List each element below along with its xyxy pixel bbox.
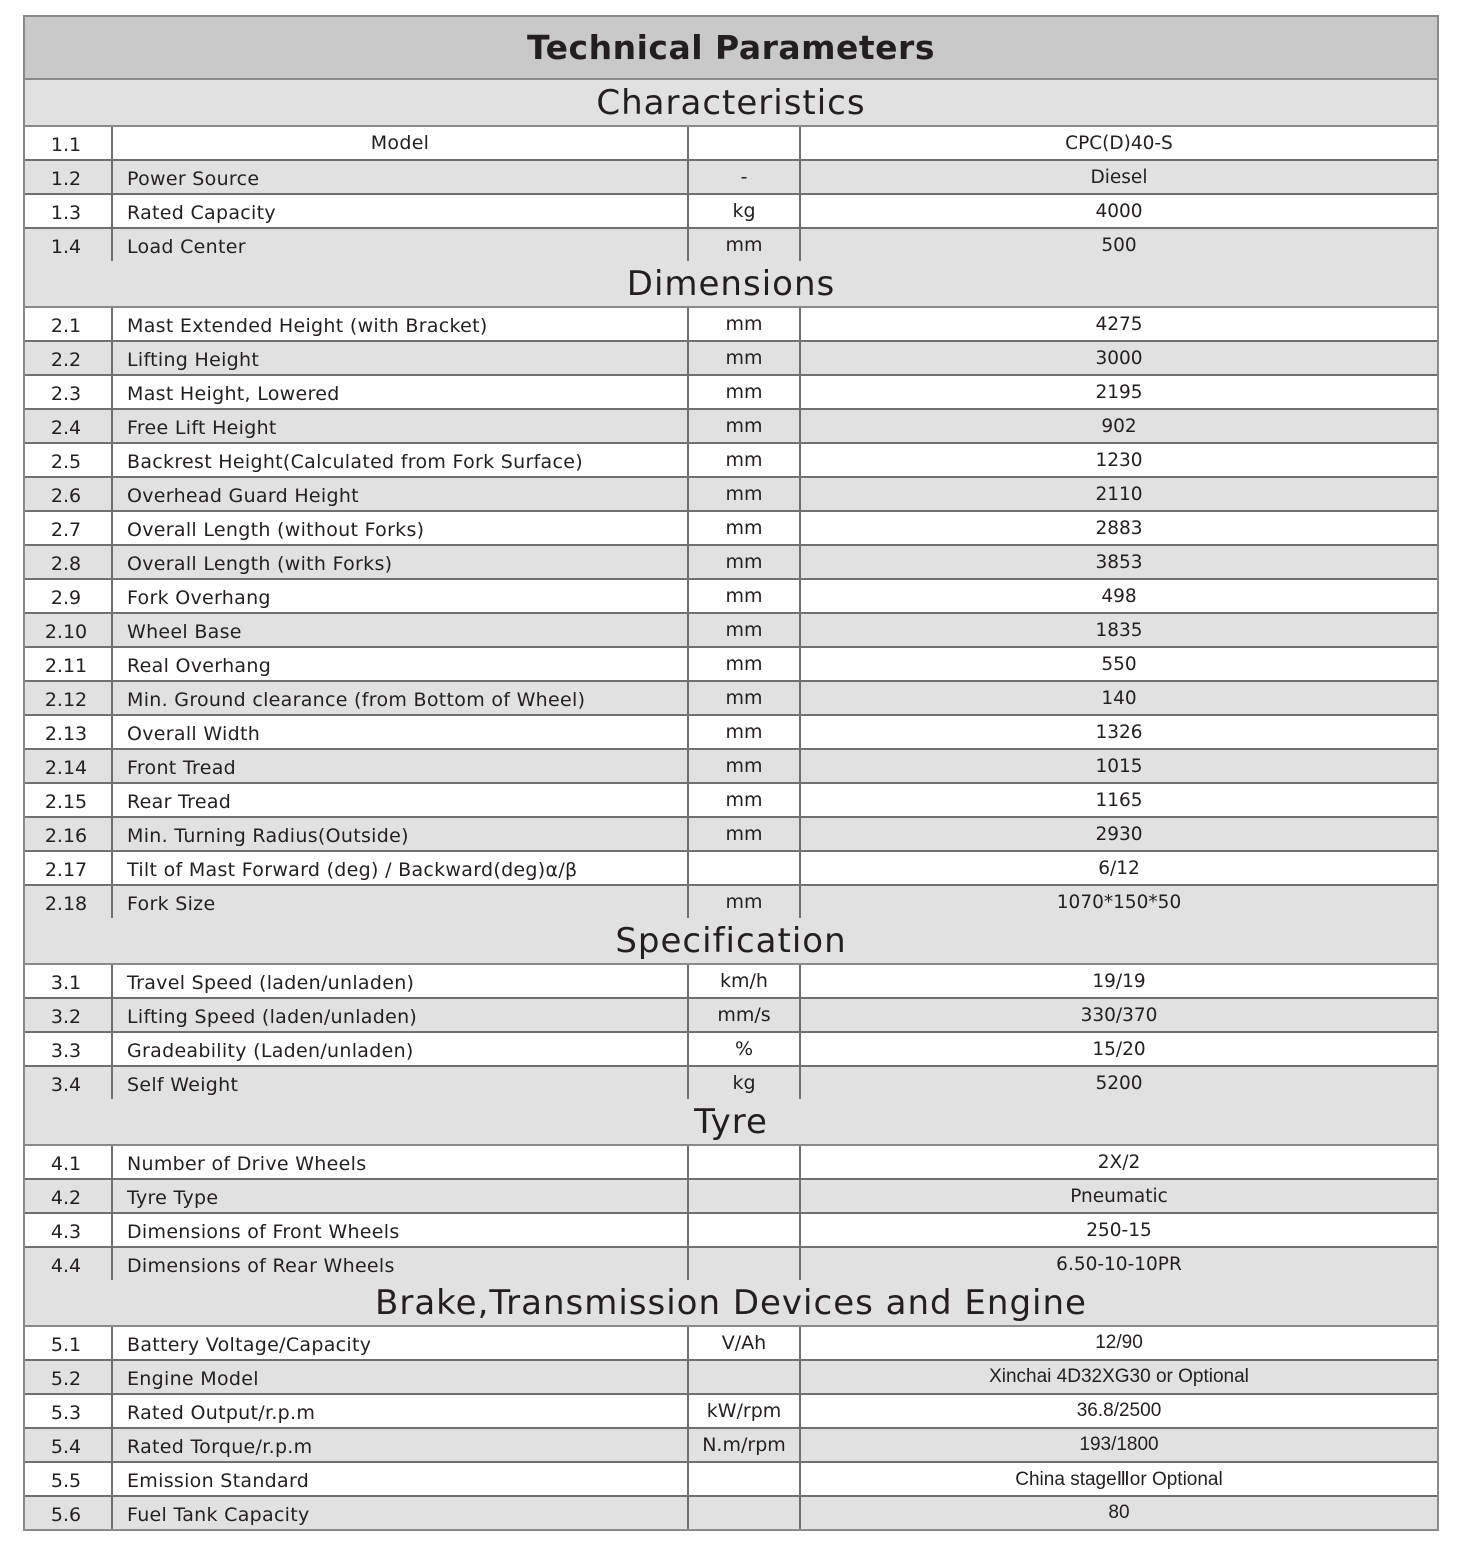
- unit: mm: [689, 546, 801, 578]
- unit: N.m/rpm: [689, 1429, 801, 1461]
- unit: mm: [689, 342, 801, 374]
- unit: %: [689, 1033, 801, 1065]
- parameter-value: 3000: [1095, 347, 1143, 369]
- unit: mm: [689, 478, 801, 510]
- table-row: [25, 1327, 1437, 1361]
- parameter-value: Xinchai 4D32XG30 or Optional: [989, 1366, 1249, 1387]
- table-row: [25, 818, 1437, 852]
- table-row: [25, 229, 1437, 261]
- unit: kW/rpm: [689, 1395, 801, 1427]
- row-number: 2.6: [25, 478, 113, 510]
- table-row: [25, 1361, 1437, 1395]
- parameter-name: Rated Capacity: [113, 195, 689, 227]
- parameter-name: Engine Model: [113, 1361, 689, 1393]
- parameter-value: 500: [1101, 234, 1137, 256]
- parameter-value: 1165: [1095, 789, 1143, 811]
- parameter-name: Mast Height, Lowered: [113, 376, 689, 408]
- row-number: 2.1: [25, 308, 113, 340]
- row-number: 2.13: [25, 716, 113, 748]
- table-row: [25, 1395, 1437, 1429]
- parameter-name: Power Source: [113, 161, 689, 193]
- parameter-name: Overall Length (without Forks): [113, 512, 689, 544]
- parameter-value: 2883: [1095, 517, 1143, 539]
- unit: mm: [689, 512, 801, 544]
- parameter-value: CPC(D)40-S: [1065, 132, 1173, 154]
- unit: [689, 1146, 801, 1178]
- parameter-name: Model: [113, 127, 689, 159]
- parameter-name: Tilt of Mast Forward (deg) / Backward(deg)α/β: [113, 852, 689, 884]
- table-row: [25, 410, 1437, 444]
- unit: [689, 1361, 801, 1393]
- table-row: [25, 376, 1437, 410]
- row-number: 2.10: [25, 614, 113, 646]
- parameter-value: 1015: [1095, 755, 1143, 777]
- parameter-name: Real Overhang: [113, 648, 689, 680]
- section-header: Characteristics: [25, 80, 1437, 127]
- unit: mm/s: [689, 999, 801, 1031]
- parameter-name: Mast Extended Height (with Bracket): [113, 308, 689, 340]
- row-number: 5.6: [25, 1497, 113, 1529]
- section-characteristics: [25, 80, 1437, 261]
- parameter-value: 1230: [1095, 449, 1143, 471]
- section-header: Tyre: [25, 1099, 1437, 1146]
- table-row: [25, 580, 1437, 614]
- row-number: 2.17: [25, 852, 113, 884]
- table-row: [25, 1214, 1437, 1248]
- section-header: Specification: [25, 918, 1437, 965]
- row-number: 5.4: [25, 1429, 113, 1461]
- row-number: 2.16: [25, 818, 113, 850]
- table-row: [25, 1180, 1437, 1214]
- table-row: [25, 648, 1437, 682]
- section-tyre: [25, 1099, 1437, 1280]
- table-row: [25, 965, 1437, 999]
- row-number: 5.1: [25, 1327, 113, 1359]
- parameter-value: 498: [1101, 585, 1137, 607]
- technical-parameters-table: [23, 15, 1439, 1531]
- row-number: 2.12: [25, 682, 113, 714]
- parameter-name: Overall Width: [113, 716, 689, 748]
- parameter-value: 3853: [1095, 551, 1143, 573]
- parameter-value: 6/12: [1098, 857, 1140, 879]
- table-row: [25, 784, 1437, 818]
- parameter-value: 2930: [1095, 823, 1143, 845]
- unit: [689, 1180, 801, 1212]
- parameter-value: 140: [1101, 687, 1137, 709]
- parameter-name: Front Tread: [113, 750, 689, 782]
- parameter-name: Min. Turning Radius(Outside): [113, 818, 689, 850]
- parameter-name: Fork Size: [113, 886, 689, 918]
- table-row: [25, 478, 1437, 512]
- section-specification: [25, 918, 1437, 1099]
- parameter-value: 2195: [1095, 381, 1143, 403]
- parameter-value: 1070*150*50: [1056, 891, 1182, 913]
- table-row: [25, 886, 1437, 918]
- parameter-value: 6.50-10-10PR: [1056, 1253, 1182, 1275]
- parameter-name: Dimensions of Rear Wheels: [113, 1248, 689, 1280]
- parameter-value: China stageⅢor Optional: [1015, 1468, 1223, 1490]
- unit: mm: [689, 750, 801, 782]
- row-number: 1.2: [25, 161, 113, 193]
- parameter-name: Battery Voltage/Capacity: [113, 1327, 689, 1359]
- parameter-name: Load Center: [113, 229, 689, 261]
- row-number: 2.9: [25, 580, 113, 612]
- row-number: 2.15: [25, 784, 113, 816]
- table-row: [25, 195, 1437, 229]
- table-body: [25, 80, 1437, 1529]
- parameter-value: 80: [1108, 1502, 1130, 1523]
- row-number: 2.11: [25, 648, 113, 680]
- unit: mm: [689, 648, 801, 680]
- parameter-name: Backrest Height(Calculated from Fork Surface): [113, 444, 689, 476]
- parameter-value: 12/90: [1095, 1332, 1143, 1353]
- parameter-name: Rear Tread: [113, 784, 689, 816]
- parameter-name: Tyre Type: [113, 1180, 689, 1212]
- row-number: 2.3: [25, 376, 113, 408]
- table-row: [25, 1033, 1437, 1067]
- table-title: Technical Parameters: [25, 17, 1437, 80]
- row-number: 4.1: [25, 1146, 113, 1178]
- row-number: 4.2: [25, 1180, 113, 1212]
- row-number: 4.4: [25, 1248, 113, 1280]
- row-number: 2.14: [25, 750, 113, 782]
- section-dimensions: [25, 261, 1437, 918]
- parameter-value: 250-15: [1086, 1219, 1152, 1241]
- parameter-value: 4000: [1095, 200, 1143, 222]
- parameter-name: Lifting Height: [113, 342, 689, 374]
- section-brake-transmission-devices-and-engine: [25, 1280, 1437, 1529]
- row-number: 5.2: [25, 1361, 113, 1393]
- table-row: [25, 1146, 1437, 1180]
- parameter-value: 5200: [1095, 1072, 1143, 1094]
- row-number: 3.3: [25, 1033, 113, 1065]
- row-number: 3.1: [25, 965, 113, 997]
- section-header: Dimensions: [25, 261, 1437, 308]
- table-row: [25, 1463, 1437, 1497]
- unit: V/Ah: [689, 1327, 801, 1359]
- parameter-name: Fork Overhang: [113, 580, 689, 612]
- parameter-value: 2X/2: [1097, 1151, 1141, 1173]
- table-row: [25, 127, 1437, 161]
- unit: mm: [689, 444, 801, 476]
- unit: [689, 127, 801, 159]
- table-row: [25, 614, 1437, 648]
- parameter-value: Pneumatic: [1070, 1185, 1168, 1207]
- parameter-name: Gradeability (Laden/unladen): [113, 1033, 689, 1065]
- unit: -: [689, 161, 801, 193]
- parameter-name: Overhead Guard Height: [113, 478, 689, 510]
- unit: [689, 1248, 801, 1280]
- unit: mm: [689, 614, 801, 646]
- unit: mm: [689, 818, 801, 850]
- unit: mm: [689, 682, 801, 714]
- unit: kg: [689, 195, 801, 227]
- table-row: [25, 1067, 1437, 1099]
- unit: mm: [689, 784, 801, 816]
- parameter-name: Lifting Speed (laden/unladen): [113, 999, 689, 1031]
- row-number: 5.5: [25, 1463, 113, 1495]
- unit: mm: [689, 410, 801, 442]
- table-row: [25, 682, 1437, 716]
- unit: mm: [689, 308, 801, 340]
- row-number: 2.18: [25, 886, 113, 918]
- parameter-value: 330/370: [1080, 1004, 1158, 1026]
- row-number: 4.3: [25, 1214, 113, 1246]
- table-row: [25, 716, 1437, 750]
- table-row: [25, 1429, 1437, 1463]
- parameter-value: 19/19: [1092, 970, 1146, 992]
- parameter-name: Dimensions of Front Wheels: [113, 1214, 689, 1246]
- row-number: 5.3: [25, 1395, 113, 1427]
- unit: [689, 1497, 801, 1529]
- unit: [689, 1463, 801, 1495]
- parameter-name: Free Lift Height: [113, 410, 689, 442]
- parameter-name: Rated Torque/r.p.m: [113, 1429, 689, 1461]
- table-row: [25, 750, 1437, 784]
- parameter-name: Emission Standard: [113, 1463, 689, 1495]
- unit: [689, 852, 801, 884]
- parameter-value: 193/1800: [1079, 1434, 1159, 1455]
- parameter-name: Rated Output/r.p.m: [113, 1395, 689, 1427]
- unit: mm: [689, 886, 801, 918]
- row-number: 2.8: [25, 546, 113, 578]
- parameter-name: Min. Ground clearance (from Bottom of Wheel): [113, 682, 689, 714]
- row-number: 2.5: [25, 444, 113, 476]
- unit: [689, 1214, 801, 1246]
- unit: mm: [689, 229, 801, 261]
- parameter-value: Diesel: [1090, 166, 1148, 188]
- row-number: 2.7: [25, 512, 113, 544]
- parameter-name: Wheel Base: [113, 614, 689, 646]
- row-number: 2.2: [25, 342, 113, 374]
- row-number: 3.2: [25, 999, 113, 1031]
- table-row: [25, 1497, 1437, 1529]
- row-number: 3.4: [25, 1067, 113, 1099]
- table-row: [25, 161, 1437, 195]
- parameter-value: 1326: [1095, 721, 1143, 743]
- parameter-name: Travel Speed (laden/unladen): [113, 965, 689, 997]
- row-number: 1.1: [25, 127, 113, 159]
- table-row: [25, 342, 1437, 376]
- table-row: [25, 999, 1437, 1033]
- parameter-name: Overall Length (with Forks): [113, 546, 689, 578]
- parameter-name: Fuel Tank Capacity: [113, 1497, 689, 1529]
- unit: mm: [689, 376, 801, 408]
- parameter-value: 550: [1101, 653, 1137, 675]
- parameter-value: 1835: [1095, 619, 1143, 641]
- table-row: [25, 1248, 1437, 1280]
- section-header: Brake,Transmission Devices and Engine: [25, 1280, 1437, 1327]
- row-number: 1.4: [25, 229, 113, 261]
- table-row: [25, 308, 1437, 342]
- row-number: 2.4: [25, 410, 113, 442]
- parameter-name: Self Weight: [113, 1067, 689, 1099]
- unit: kg: [689, 1067, 801, 1099]
- unit: mm: [689, 580, 801, 612]
- parameter-value: 15/20: [1092, 1038, 1146, 1060]
- parameter-value: 2110: [1095, 483, 1143, 505]
- table-row: [25, 852, 1437, 886]
- unit: km/h: [689, 965, 801, 997]
- parameter-value: 36.8/2500: [1076, 1400, 1162, 1421]
- parameter-name: Number of Drive Wheels: [113, 1146, 689, 1178]
- row-number: 1.3: [25, 195, 113, 227]
- table-row: [25, 546, 1437, 580]
- table-row: [25, 444, 1437, 478]
- unit: mm: [689, 716, 801, 748]
- parameter-value: 902: [1101, 415, 1137, 437]
- table-row: [25, 512, 1437, 546]
- parameter-value: 4275: [1095, 313, 1143, 335]
